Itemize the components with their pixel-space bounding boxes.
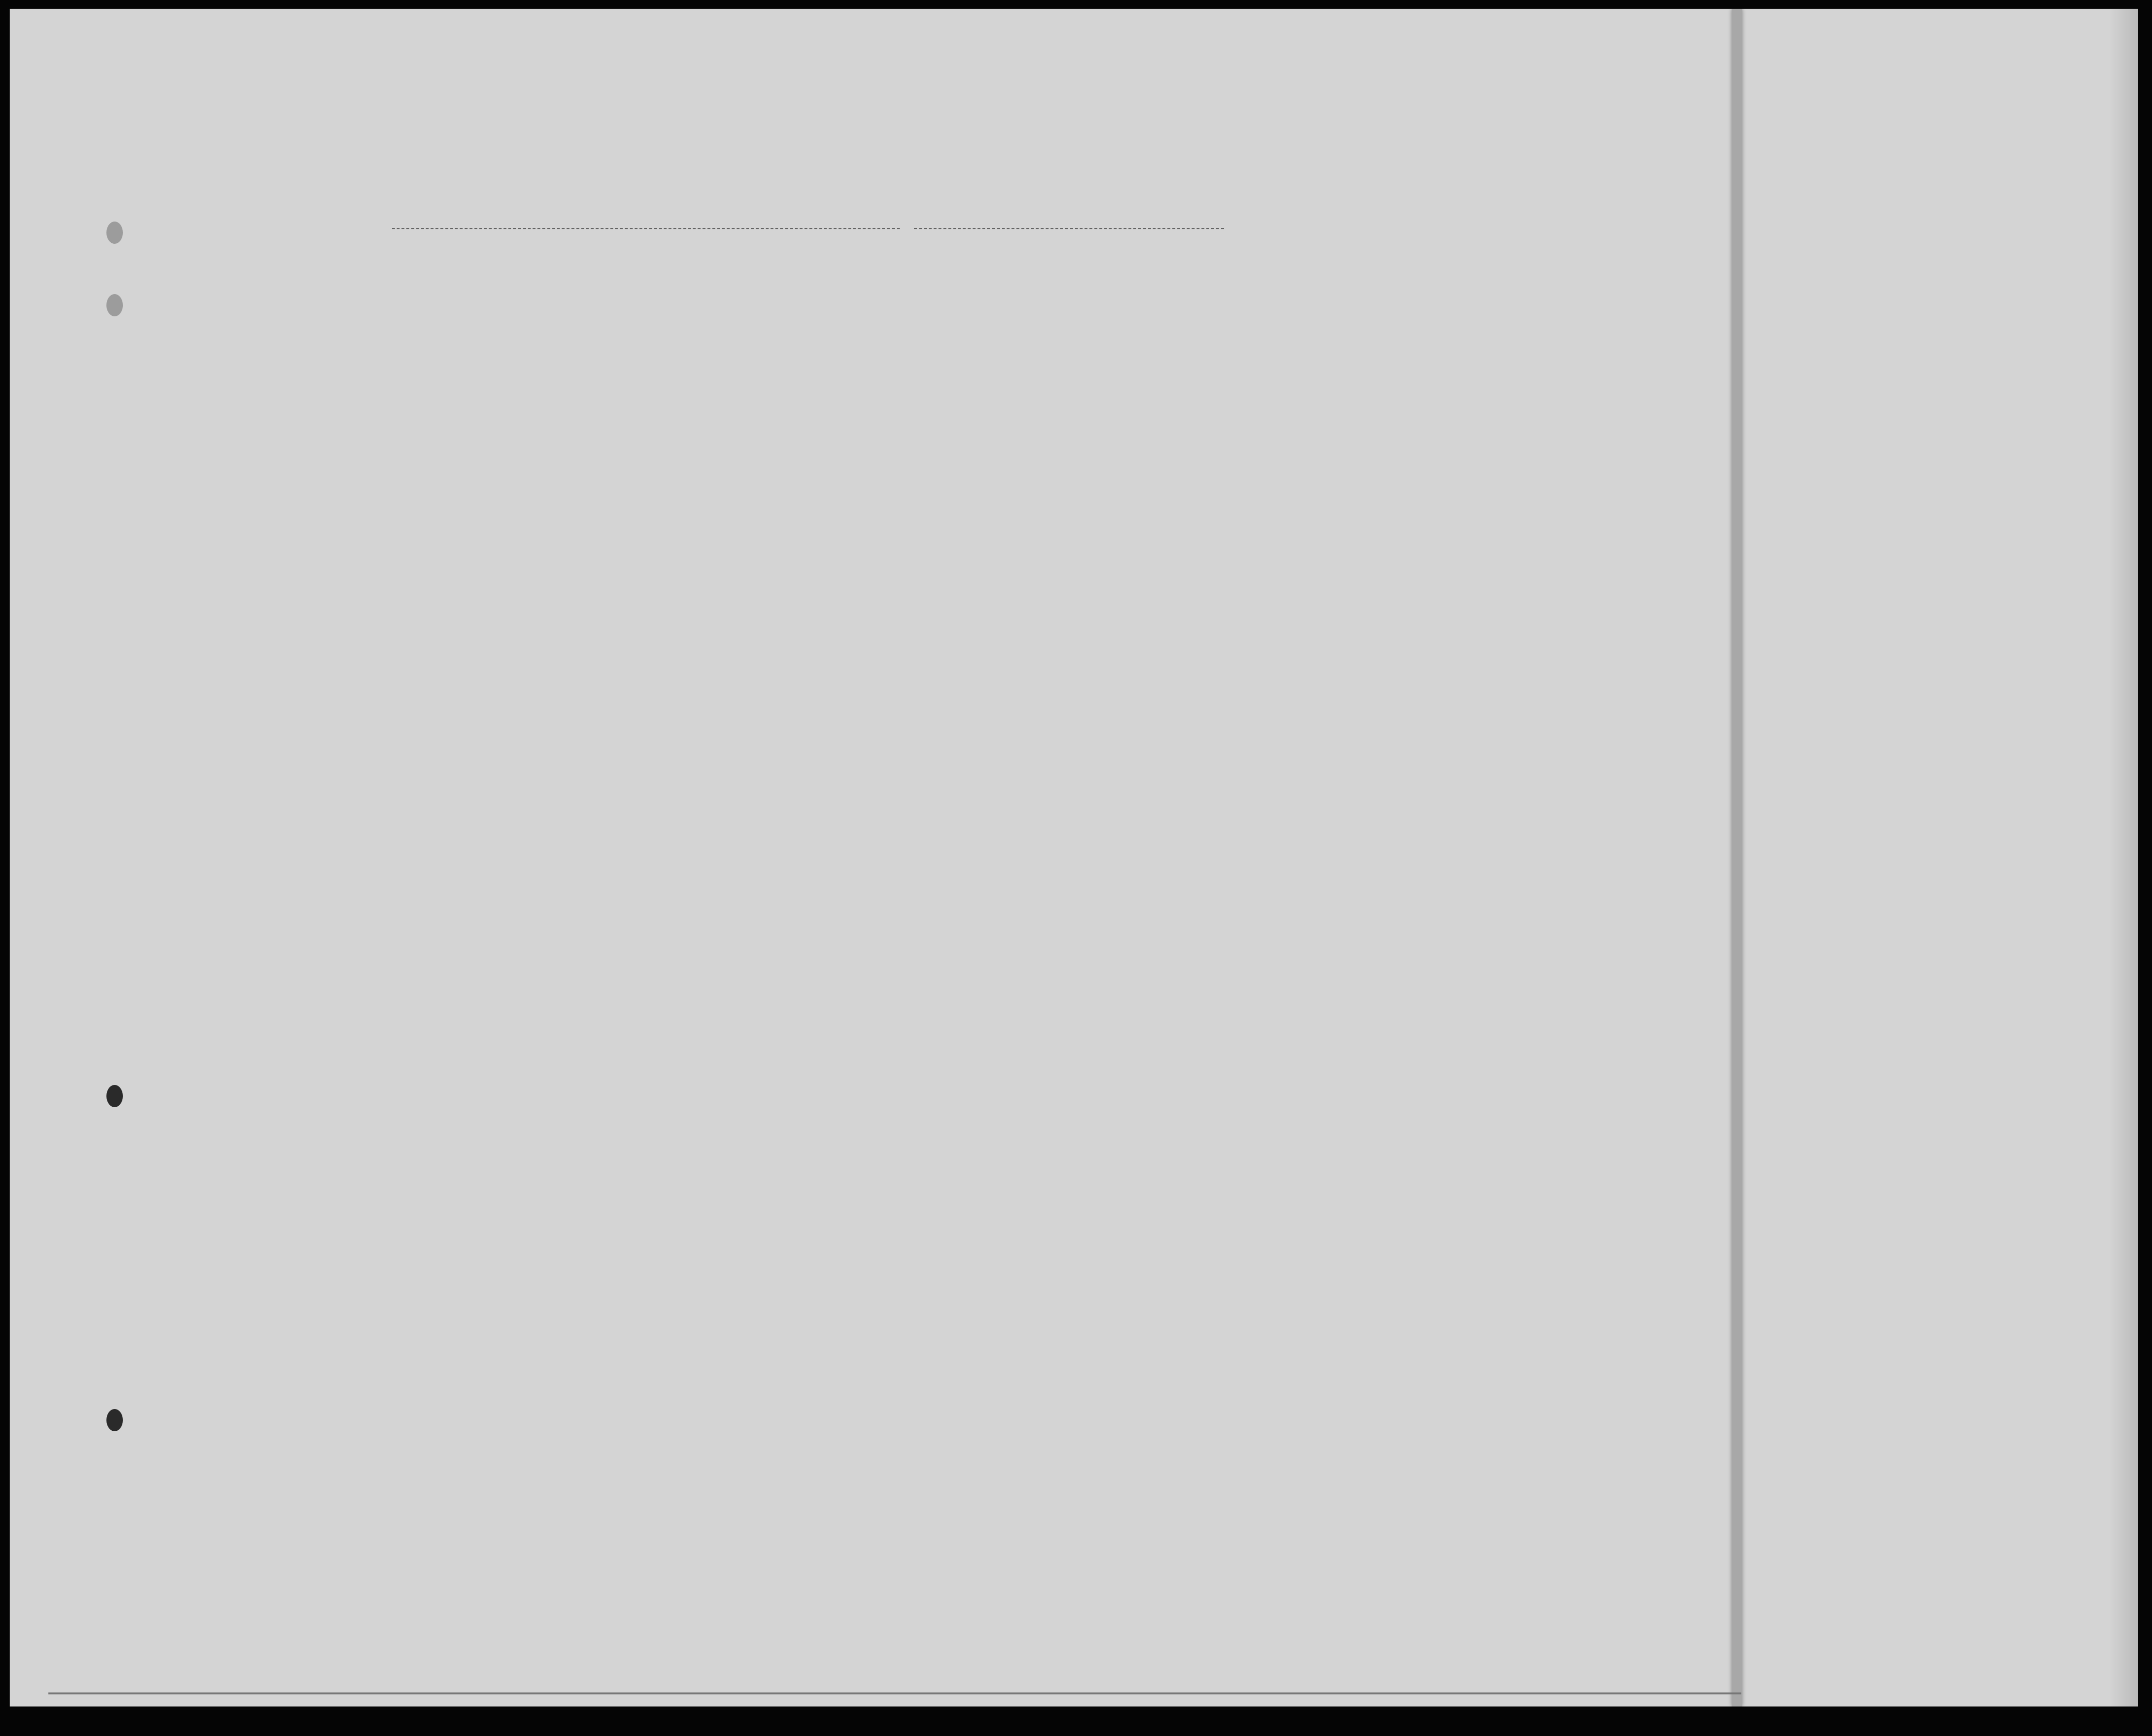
binder-hole [106, 1409, 123, 1431]
visa-table [1742, 243, 2137, 1656]
page-stack-edge [48, 1683, 1741, 1694]
binding-spine [1732, 9, 1742, 1706]
binder-hole [106, 294, 123, 316]
manifest-sheet [10, 9, 2138, 1706]
date-underline [914, 228, 1224, 229]
port-underline [392, 228, 900, 229]
passenger-table [150, 243, 1732, 1656]
binder-hole [106, 222, 123, 244]
binder-hole [106, 1085, 123, 1107]
